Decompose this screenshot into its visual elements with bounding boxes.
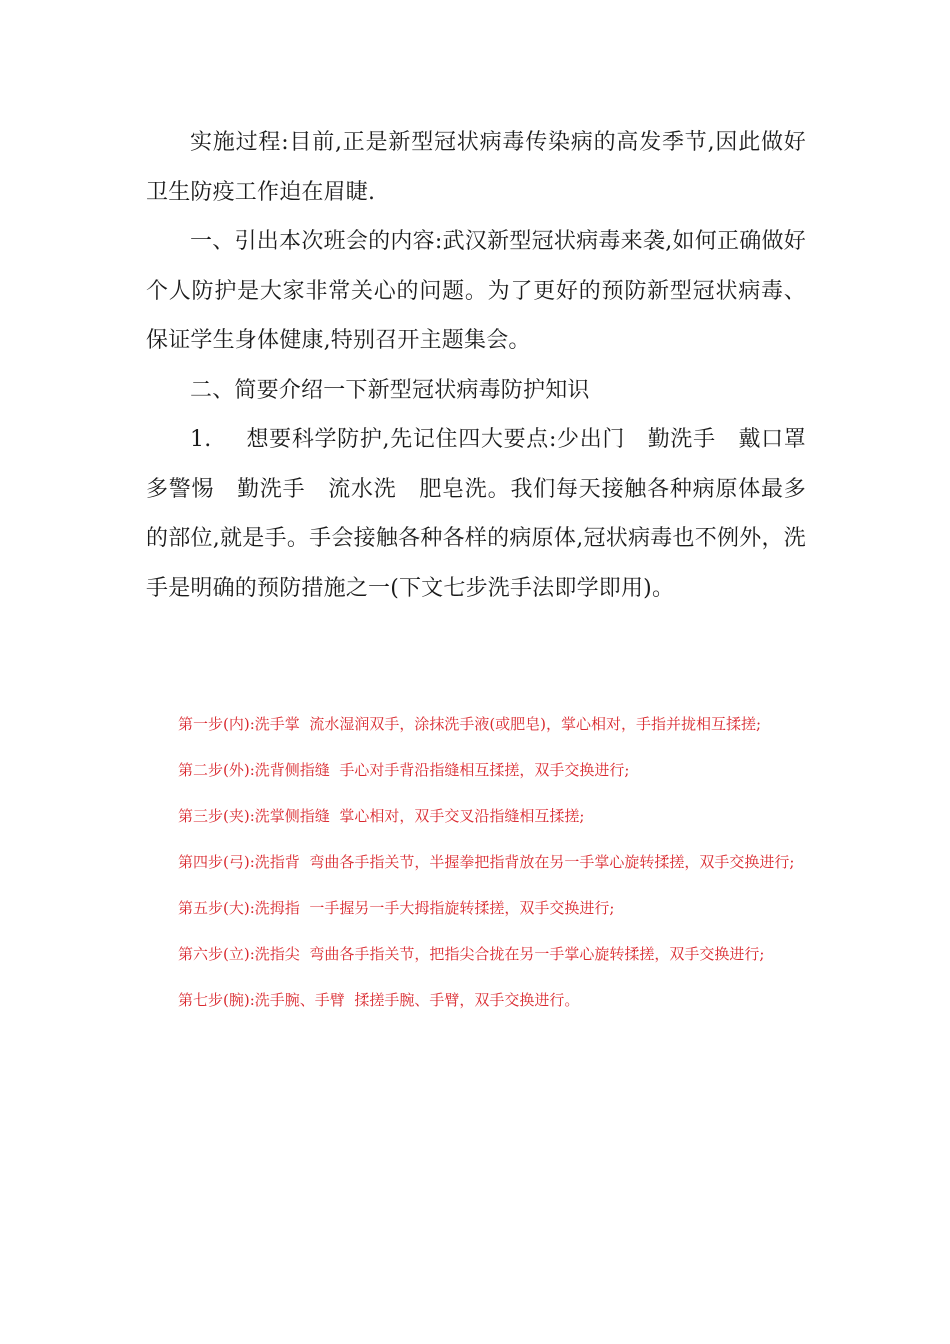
step-label: 第七步(腕):洗手腕、手臂 — [178, 991, 345, 1009]
paragraph-process: 实施过程:目前,正是新型冠状病毒传染病的高发季节,因此做好卫生防疫工作迫在眉睫. — [146, 130, 806, 205]
step-label: 第二步(外):洗背侧指缝 — [178, 761, 330, 779]
step-item — [146, 802, 808, 830]
step-label: 第三步(夹):洗掌侧指缝 — [178, 807, 330, 825]
step-label: 第四步(弓):洗指背 — [178, 853, 300, 871]
handwashing-steps — [146, 710, 808, 1032]
step-item — [146, 986, 808, 1014]
step-item — [146, 940, 808, 968]
step-item — [146, 848, 808, 876]
step-label: 第一步(内):洗手掌 — [178, 715, 300, 733]
step-text: 揉搓手腕、手臂，双手交换进行。 — [354, 991, 580, 1009]
step-item — [146, 894, 808, 922]
step-item — [146, 710, 808, 738]
step-label: 第六步(立):洗指尖 — [178, 945, 300, 963]
list-item-number: 1. — [190, 427, 212, 452]
list-item-one — [146, 415, 829, 613]
step-text: 弯曲各手指关节，半握拳把指背放在另一手掌心旋转揉搓，双手交换进行; — [309, 853, 795, 871]
step-text: 一手握另一手大拇指旋转揉搓，双手交换进行; — [309, 899, 615, 917]
step-text: 手心对手背沿指缝相互揉搓，双手交换进行; — [339, 761, 630, 779]
main-body — [146, 118, 829, 613]
paragraph-section-two: 二、简要介绍一下新型冠状病毒防护知识 — [190, 377, 590, 403]
step-item — [146, 756, 808, 784]
step-text: 弯曲各手指关节，把指尖合拢在另一手掌心旋转揉搓，双手交换进行; — [309, 945, 765, 963]
step-text: 流水湿润双手，涂抹洗手液(或肥皂)，掌心相对，手指并拢相互揉搓; — [309, 715, 762, 733]
step-label: 第五步(大):洗拇指 — [178, 899, 300, 917]
paragraph-intro: 一、引出本次班会的内容:武汉新型冠状病毒来袭,如何正确做好个人防护是大家非常关心的问题。为了更好的预防新型冠状病毒、保证学生身体健康,特别召开主题集会。 — [146, 229, 806, 353]
list-item-text: 想要科学防护,先记住四大要点:少出门 勤洗手 戴口罩 多警惕 勤洗手 流水洗 肥皂洗。我们每天接触各种病原体最多的部位,就是手。手会接触各种各样的病原体,冠状病毒也不例外，洗手是明确的预防措施之一(下文七步洗手法即学即用)。 — [146, 427, 829, 601]
step-text: 掌心相对，双手交叉沿指缝相互揉搓; — [339, 807, 585, 825]
